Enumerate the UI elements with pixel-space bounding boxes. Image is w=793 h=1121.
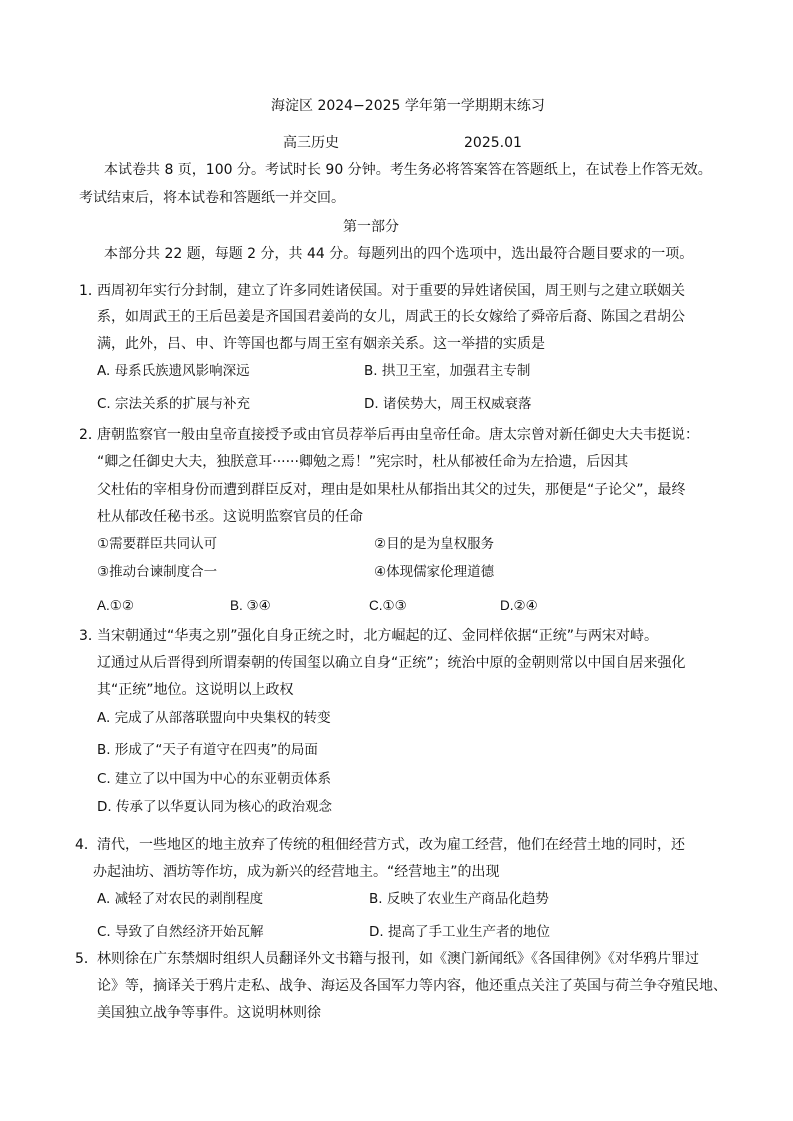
- question-3-line: 当宋朝通过“华夷之别”强化自身正统之时，北方崛起的辽、金同样依据“正统”与两宋对峙。: [97, 628, 659, 644]
- question-2-option-b[interactable]: B. ③④: [230, 598, 271, 613]
- question-2-line: 父杜佑的宰相身份而遭到群臣反对，理由是如果杜从郁指出其父的过失，那便是“子论父”，最终: [97, 482, 686, 498]
- question-4-line: 清代，一些地区的地主放弃了传统的租佃经营方式，改为雇工经营，他们在经营土地的同时，还: [97, 837, 685, 853]
- question-1-option-a[interactable]: A. 母系氏族遗风影响深远: [97, 363, 250, 379]
- question-4-option-b[interactable]: B. 反映了农业生产商品化趋势: [369, 891, 549, 907]
- question-4-line: 办起油坊、酒坊等作坊，成为新兴的经营地主。“经营地主”的出现: [93, 864, 500, 880]
- part-title: 第一部分: [343, 219, 399, 235]
- question-2-line: 杜从郁改任秘书丞。这说明监察官员的任命: [97, 509, 363, 525]
- question-1-option-b[interactable]: B. 拱卫王室，加强君主专制: [364, 363, 531, 379]
- question-3-number: 3．: [79, 628, 102, 644]
- question-2-option-c[interactable]: C.①③: [369, 598, 407, 613]
- question-2-item-1: ①需要群臣共同认可: [97, 536, 218, 552]
- exam-title: 海淀区 2024−2025 学年第一学期期末练习: [271, 98, 545, 114]
- question-2-option-d[interactable]: D.②④: [500, 598, 538, 613]
- question-3-line: 辽通过从后晋得到所谓秦朝的传国玺以确立自身“正统”；统治中原的金朝则常以中国自居来强化: [97, 655, 686, 671]
- question-2-line: “卿之任御史大夫，独朕意耳······卿勉之焉！”宪宗时，杜从郁被任命为左拾遗，后因其: [97, 454, 629, 470]
- subject-label: 高三历史: [283, 135, 339, 151]
- question-2-option-a[interactable]: A.①②: [97, 598, 134, 613]
- question-5-line: 林则徐在广东禁烟时组织人员翻译外文书籍与报刊，如《澳门新闻纸》《各国律例》《对华鸦片罪过: [97, 951, 699, 967]
- question-1-option-d[interactable]: D. 诸侯势大，周王权威衰落: [364, 396, 532, 412]
- question-2-number: 2．: [79, 427, 102, 443]
- question-3-option-c[interactable]: C. 建立了以中国为中心的东亚朝贡体系: [97, 771, 332, 787]
- question-1-line: 系，如周武王的王后邑姜是齐国国君姜尚的女儿，周武王的长女嫁给了舜帝后裔、陈国之君胡公: [97, 309, 685, 325]
- question-4-number: 4．: [75, 837, 98, 853]
- question-2-item-3: ③推动台谏制度合一: [97, 564, 218, 580]
- notice-line-1: 本试卷共 8 页，100 分。考试时长 90 分钟。考生务必将答案答在答题纸上，在试卷上作答无效。: [104, 162, 712, 178]
- question-2-line: 唐朝监察官一般由皇帝直接授予或由官员荐举后再由皇帝任命。唐太宗曾对新任御史大夫韦挺说：: [97, 427, 699, 443]
- question-1-number: 1．: [79, 283, 102, 299]
- question-4-option-c[interactable]: C. 导致了自然经济开始瓦解: [97, 924, 264, 940]
- question-4-option-a[interactable]: A. 减轻了对农民的剥削程度: [97, 891, 264, 907]
- question-3-option-d[interactable]: D. 传承了以华夏认同为核心的政治观念: [97, 799, 332, 815]
- question-5-line: 论》等，摘译关于鸦片走私、战争、海运及各国军力等内容，他还重点关注了英国与荷兰争夺殖民地、: [97, 978, 727, 994]
- question-5-line: 美国独立战争等事件。这说明林则徐: [97, 1005, 321, 1021]
- notice-line-2: 考试结束后，将本试卷和答题纸一并交回。: [79, 190, 345, 206]
- question-2-item-2: ②目的是为皇权服务: [374, 536, 495, 552]
- part-instructions: 本部分共 22 题，每题 2 分，共 44 分。每题列出的四个选项中，选出最符合题目要求的一项。: [104, 246, 694, 262]
- question-1-line: 西周初年实行分封制，建立了许多同姓诸侯国。对于重要的异姓诸侯国，周王则与之建立联姻关: [97, 283, 685, 299]
- question-4-option-d[interactable]: D. 提高了手工业生产者的地位: [369, 924, 550, 940]
- question-5-number: 5．: [75, 951, 98, 967]
- question-1-line: 满，此外，吕、申、许等国也都与周王室有姻亲关系。这一举措的实质是: [97, 336, 545, 352]
- question-3-line: 其“正统”地位。这说明以上政权: [97, 682, 294, 698]
- question-2-item-4: ④体现儒家伦理道德: [374, 564, 495, 580]
- question-3-option-b[interactable]: B. 形成了“天子有道守在四夷”的局面: [97, 742, 318, 758]
- question-3-option-a[interactable]: A. 完成了从部落联盟向中央集权的转变: [97, 710, 331, 726]
- question-1-option-c[interactable]: C. 宗法关系的扩展与补充: [97, 396, 251, 412]
- exam-date: 2025.01: [464, 135, 522, 151]
